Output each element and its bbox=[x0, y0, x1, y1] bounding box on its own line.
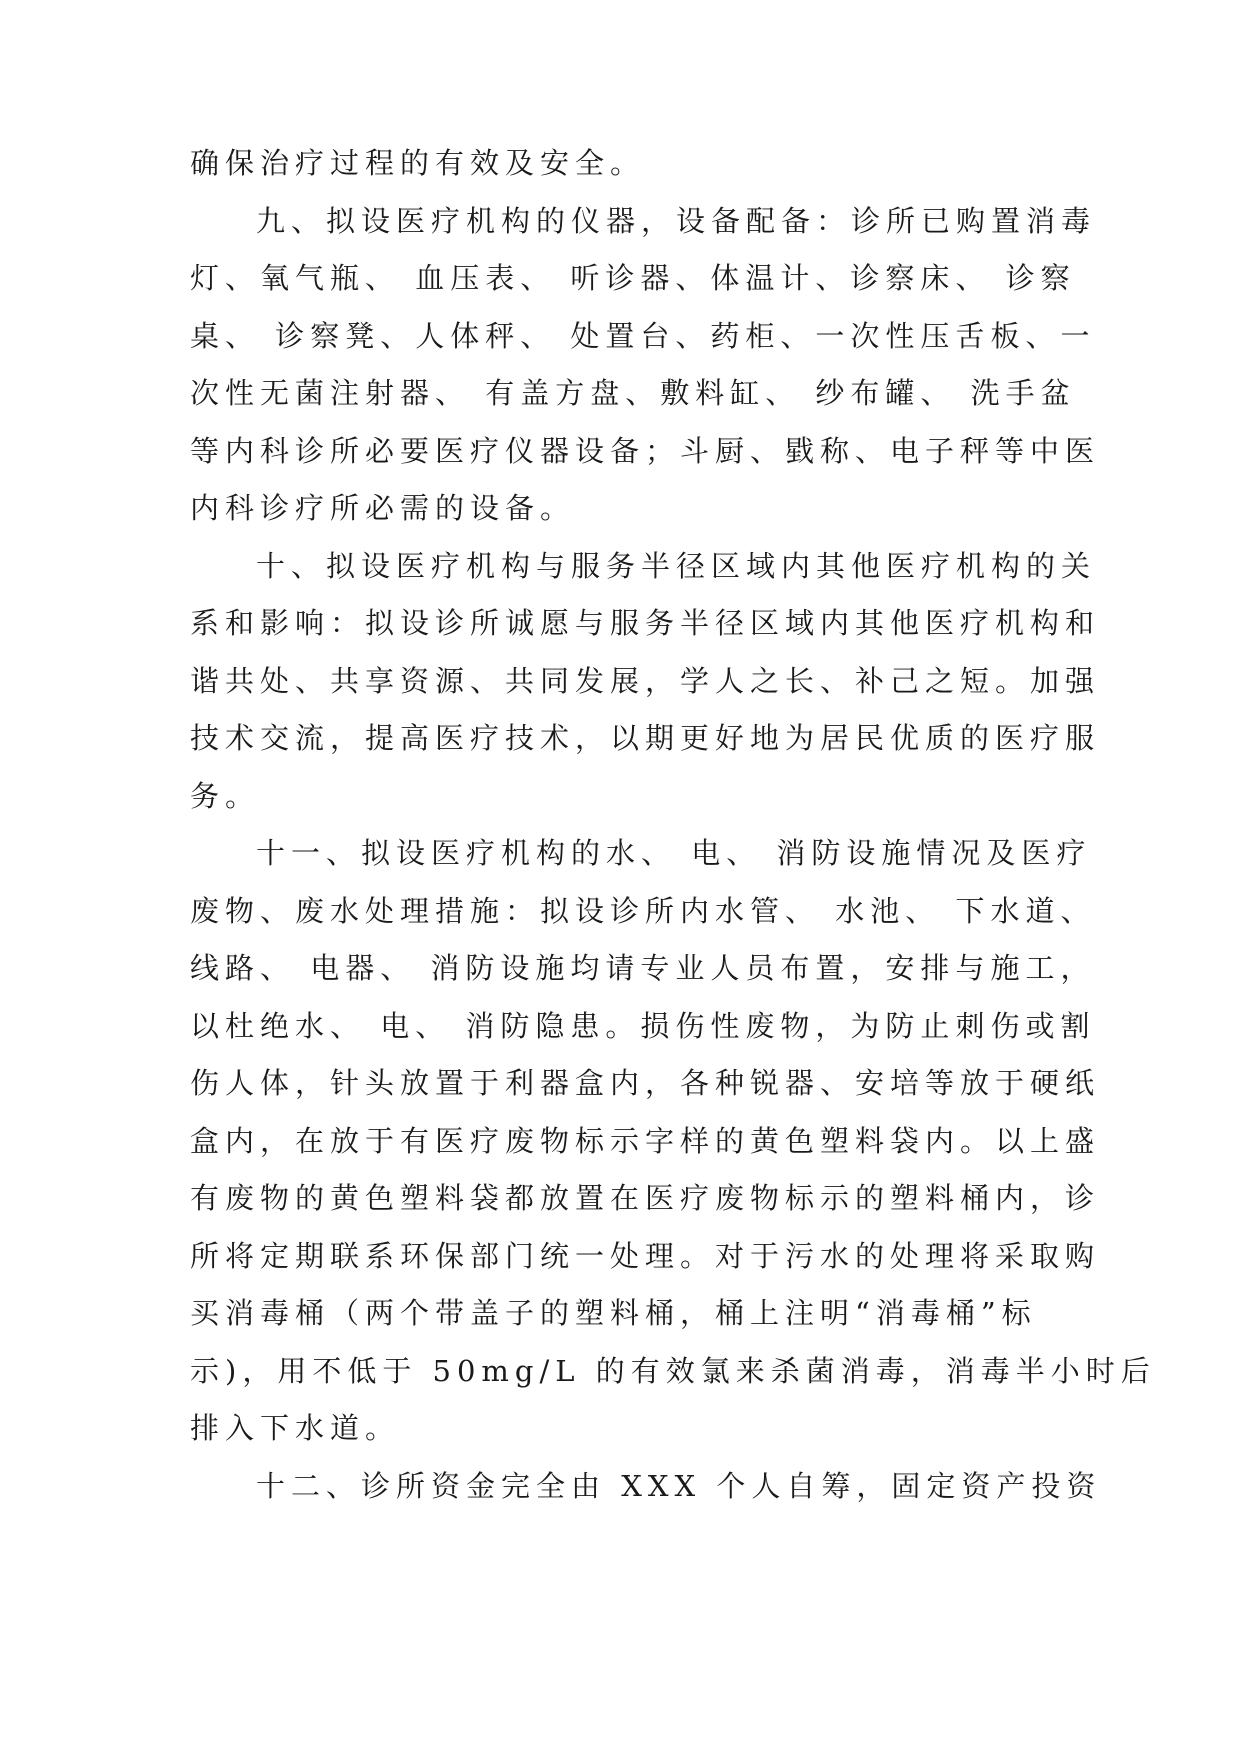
paragraph-line: 灯、氧气瓶、 血压表、 听诊器、体温计、诊察床、 诊察 bbox=[190, 261, 1076, 295]
paragraph-line: 所将定期联系环保部门统一处理。对于污水的处理将采取购 bbox=[190, 1238, 1101, 1273]
paragraph-line: 九、拟设医疗机构的仪器，设备配备：诊所已购置消毒 bbox=[256, 203, 1097, 238]
paragraph-line: 盒内，在放于有医疗废物标示字样的黄色塑料袋内。以上盛 bbox=[190, 1123, 1101, 1158]
paragraph-line: 十二、诊所资金完全由 XXX 个人自筹，固定资产投资 bbox=[256, 1468, 1102, 1503]
paragraph-line: 伤人体，针头放置于利器盒内，各种锐器、安培等放于硬纸 bbox=[190, 1066, 1101, 1100]
paragraph-line: 技术交流，提高医疗技术，以期更好地为居民优质的医疗服 bbox=[190, 721, 1101, 755]
paragraph-line: 系和影响：拟设诊所诚愿与服务半径区域内其他医疗机构和 bbox=[190, 606, 1101, 640]
paragraph-line: 十一、拟设医疗机构的水、 电、 消防设施情况及医疗 bbox=[256, 836, 1092, 870]
paragraph-line: 次性无菌注射器、 有盖方盘、敷料缸、 纱布罐、 洗手盆 bbox=[190, 376, 1076, 410]
paragraph-line: 内科诊疗所必需的设备。 bbox=[190, 491, 576, 525]
paragraph-line: 有废物的黄色塑料袋都放置在医疗废物标示的塑料桶内，诊 bbox=[190, 1181, 1101, 1215]
paragraph-line: 线路、 电器、 消防设施均请专业人员布置，安排与施工， bbox=[190, 951, 1096, 985]
paragraph-line: 确保治疗过程的有效及安全。 bbox=[190, 146, 646, 180]
paragraph-line: 以杜绝水、 电、 消防隐患。损伤性废物，为防止刺伤或割 bbox=[190, 1008, 1096, 1043]
paragraph-line: 务。 bbox=[190, 778, 261, 813]
paragraph-line: 十、拟设医疗机构与服务半径区域内其他医疗机构的关 bbox=[256, 548, 1097, 583]
paragraph-line: 排入下水道。 bbox=[190, 1411, 401, 1445]
document-body bbox=[190, 144, 1156, 1524]
paragraph-line: 等内科诊所必要医疗仪器设备；斗厨、戥称、电子秤等中医 bbox=[190, 433, 1101, 468]
paragraph-line: 谐共处、共享资源、共同发展，学人之长、补己之短。加强 bbox=[190, 663, 1101, 698]
paragraph-line: 废物、废水处理措施：拟设诊所内水管、 水池、 下水道、 bbox=[190, 893, 1096, 928]
paragraph-line: 买消毒桶（两个带盖子的塑料桶，桶上注明“消毒桶”标 bbox=[190, 1296, 1037, 1330]
paragraph-line: 桌、 诊察凳、人体秤、 处置台、药柜、一次性压舌板、一 bbox=[190, 318, 1096, 353]
paragraph-line: 示)，用不低于 50mg/L 的有效氯来杀菌消毒，消毒半小时后 bbox=[190, 1353, 1156, 1388]
